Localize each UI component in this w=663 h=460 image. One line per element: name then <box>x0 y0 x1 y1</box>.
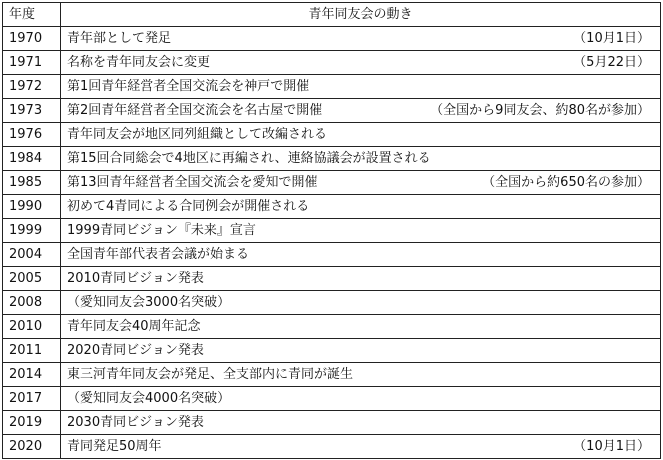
event-cell <box>61 411 661 435</box>
table-header-row <box>3 3 661 27</box>
history-table-container <box>2 2 661 459</box>
event-cell <box>61 339 661 363</box>
event-cell <box>61 315 661 339</box>
event-note: （全国から9同友会、約80名が参加） <box>430 103 650 118</box>
event-text: 第15回合同総会で4地区に再編され、連絡協議会が設置される <box>67 151 431 166</box>
table-row <box>3 411 661 435</box>
year-cell: 2019 <box>3 411 61 435</box>
event-cell <box>61 171 661 195</box>
table-row <box>3 387 661 411</box>
event-cell <box>61 123 661 147</box>
year-column-header: 年度 <box>3 3 61 27</box>
table-row <box>3 315 661 339</box>
event-text: 第1回青年経営者全国交流会を神戸で開催 <box>67 79 310 94</box>
table-row <box>3 339 661 363</box>
event-text: 初めて4青同による合同例会が開催される <box>67 199 310 214</box>
event-cell <box>61 363 661 387</box>
table-row <box>3 267 661 291</box>
year-cell: 1990 <box>3 195 61 219</box>
event-cell <box>61 291 661 315</box>
event-cell <box>61 99 661 123</box>
table-row <box>3 435 661 459</box>
event-cell <box>61 387 661 411</box>
year-cell: 2004 <box>3 243 61 267</box>
table-row <box>3 363 661 387</box>
year-cell: 2020 <box>3 435 61 459</box>
year-cell: 2017 <box>3 387 61 411</box>
event-column-header: 青年同友会の動き <box>61 3 661 27</box>
year-cell: 1976 <box>3 123 61 147</box>
event-cell <box>61 219 661 243</box>
event-note: （5月22日） <box>573 55 650 70</box>
event-cell <box>61 435 661 459</box>
event-text: 2010青同ビジョン発表 <box>67 271 204 286</box>
event-cell <box>61 51 661 75</box>
table-row <box>3 171 661 195</box>
table-row <box>3 99 661 123</box>
event-note: （10月1日） <box>573 439 650 454</box>
event-text: 第13回青年経営者全国交流会を愛知で開催 <box>67 175 318 190</box>
table-row <box>3 147 661 171</box>
event-text: （愛知同友会4000名突破） <box>67 391 231 406</box>
year-cell: 1999 <box>3 219 61 243</box>
event-text: 青同発足50周年 <box>67 439 162 454</box>
year-cell: 2005 <box>3 267 61 291</box>
table-row <box>3 195 661 219</box>
event-cell <box>61 27 661 51</box>
table-row <box>3 75 661 99</box>
event-cell <box>61 195 661 219</box>
event-text: 東三河青年同友会が発足、全支部内に青同が誕生 <box>67 367 354 382</box>
event-text: 第2回青年経営者全国交流会を名古屋で開催 <box>67 103 323 118</box>
year-cell: 1985 <box>3 171 61 195</box>
table-row <box>3 51 661 75</box>
year-cell: 1970 <box>3 27 61 51</box>
event-text: 青年同友会が地区同列組織として改編される <box>67 127 328 142</box>
event-cell <box>61 147 661 171</box>
event-text: 1999青同ビジョン『未来』宣言 <box>67 223 256 238</box>
event-cell <box>61 243 661 267</box>
table-row <box>3 219 661 243</box>
table-row <box>3 27 661 51</box>
year-cell: 2014 <box>3 363 61 387</box>
event-text: （愛知同友会3000名突破） <box>67 295 231 310</box>
event-text: 青年同友会40周年記念 <box>67 319 201 334</box>
year-cell: 1973 <box>3 99 61 123</box>
event-text: 青年部として発足 <box>67 31 172 46</box>
event-cell <box>61 267 661 291</box>
event-text: 全国青年部代表者会議が始まる <box>67 247 250 262</box>
event-text: 2020青同ビジョン発表 <box>67 343 204 358</box>
year-cell: 2011 <box>3 339 61 363</box>
table-row <box>3 291 661 315</box>
table-body <box>3 27 661 459</box>
event-note: （全国から約650名の参加） <box>482 175 650 190</box>
table-row <box>3 243 661 267</box>
event-cell <box>61 75 661 99</box>
year-cell: 1971 <box>3 51 61 75</box>
year-cell: 2008 <box>3 291 61 315</box>
year-cell: 1972 <box>3 75 61 99</box>
year-cell: 2010 <box>3 315 61 339</box>
event-text: 名称を青年同友会に変更 <box>67 55 211 70</box>
year-cell: 1984 <box>3 147 61 171</box>
table-row <box>3 123 661 147</box>
event-note: （10月1日） <box>573 31 650 46</box>
event-text: 2030青同ビジョン発表 <box>67 415 204 430</box>
history-table <box>2 2 661 459</box>
